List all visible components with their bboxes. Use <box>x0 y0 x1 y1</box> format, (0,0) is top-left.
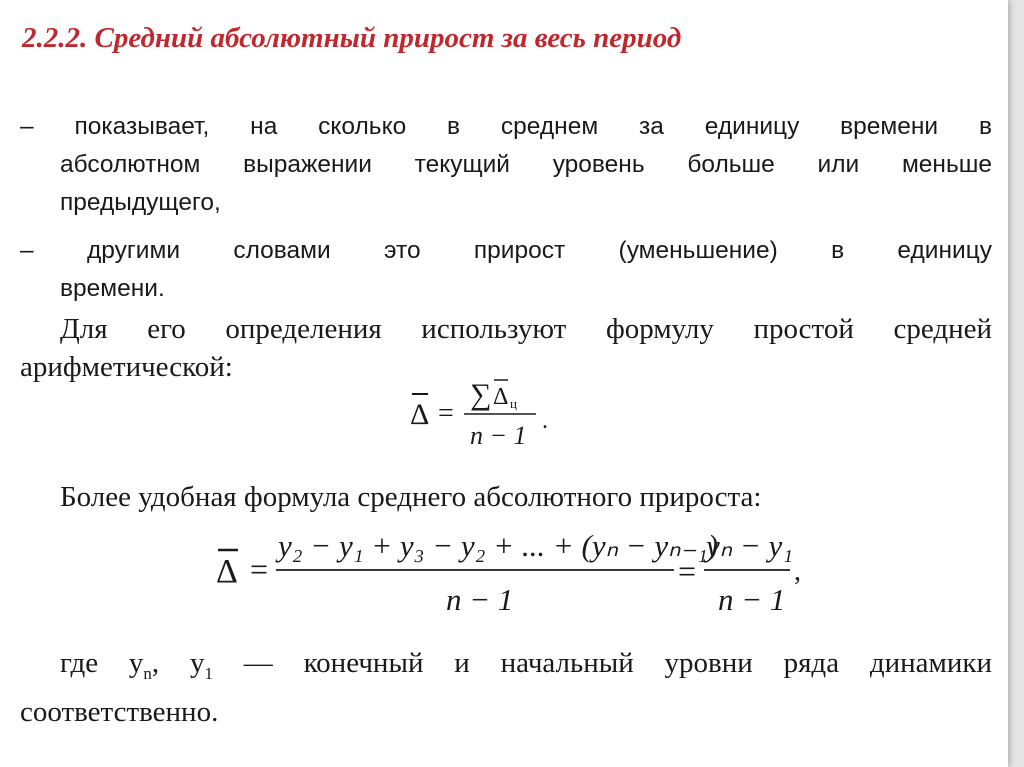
svg-text:=: = <box>250 551 269 587</box>
para1-line2: арифметической: <box>20 351 233 383</box>
para3-rest: — конечный и начальный уровни ряда динамики <box>212 647 993 679</box>
para2-line: Более удобная формула среднего абсолютного прироста: <box>60 481 762 513</box>
para3-sub-n: n <box>143 663 152 683</box>
formula2-lhs: Δ <box>216 553 238 590</box>
formula1-delta: Δ <box>493 384 509 410</box>
formula2-eq: = <box>678 553 697 589</box>
bullet1-line2: абсолютном выражении текущий уровень больше или меньше <box>60 151 992 178</box>
para3-mid: , y <box>151 647 205 679</box>
bullet2-line1: – другими словами это прирост (уменьшение) в единицу <box>20 237 992 264</box>
para3-sub-1: 1 <box>204 663 213 683</box>
bullet2-line2: времени. <box>60 275 165 302</box>
para1-line1: Для его определения используют формулу простой средней <box>60 313 992 345</box>
bullet-definition <box>20 108 992 222</box>
para3-line1 <box>20 644 992 693</box>
paragraph-where <box>20 644 992 731</box>
formula-simple-mean <box>400 372 570 461</box>
formula1-svg <box>400 372 570 456</box>
formula2-denominator: n − 1 <box>446 582 514 617</box>
svg-text:=: = <box>438 398 454 429</box>
formula1-sum-symbol: ∑ <box>470 378 492 411</box>
formula2-svg <box>212 518 812 622</box>
bullet-other-words <box>20 232 992 308</box>
formula1-lhs: Δ <box>410 398 430 431</box>
bullet1-line1: – показывает, на сколько в среднем за единицу времени в <box>20 113 992 140</box>
formula2-rhs-denominator: n − 1 <box>718 582 786 617</box>
bullet1-line3: предыдущего, <box>60 189 221 216</box>
para3-line2: соответственно. <box>20 695 219 728</box>
formula1-denominator: n − 1 <box>470 421 527 450</box>
slide-title: 2.2.2. Средний абсолютный прирост за весь период <box>22 22 682 54</box>
formula1-sub: ц <box>510 396 517 411</box>
formula2-trail: , <box>794 556 801 587</box>
formula2-numerator: y₂ − y₁ + y₃ − y₂ + ... + (yₙ − yₙ₋₁) <box>278 528 718 563</box>
paragraph-convenient-formula <box>60 478 960 516</box>
formula-convenient <box>212 518 812 627</box>
formula1-trail: . <box>542 408 548 434</box>
formula2-rhs-numerator: yₙ − y₁ <box>706 528 794 563</box>
para3-prefix: где y <box>60 647 144 679</box>
